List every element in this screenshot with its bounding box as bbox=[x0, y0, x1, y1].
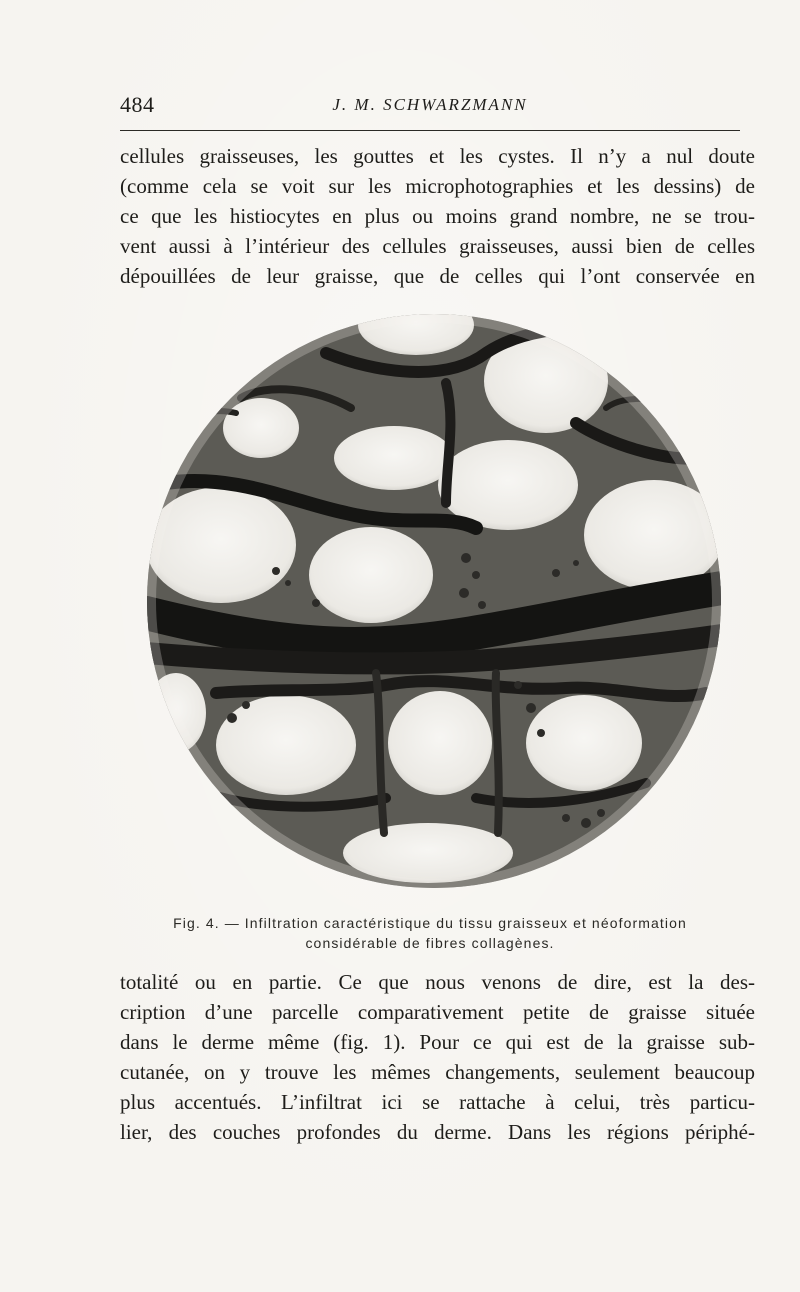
page-header bbox=[120, 92, 740, 120]
text-line: vent aussi à l’intérieur des cellules graisseuses, aussi bien de celles bbox=[120, 234, 755, 258]
text-line: cutanée, on y trouve les mêmes changements, seulement beaucoup bbox=[120, 1060, 755, 1084]
text-line: dans le derme même (fig. 1). Pour ce qui est de la graisse sub- bbox=[120, 1030, 755, 1054]
body-text-bottom bbox=[120, 967, 755, 1147]
running-head: J. M. SCHWARZMANN bbox=[332, 95, 528, 114]
micrograph-image bbox=[146, 313, 722, 889]
text-line: cription d’une parcelle comparativement petite de graisse située bbox=[120, 1000, 755, 1024]
header-rule bbox=[120, 130, 740, 131]
figure-caption bbox=[130, 913, 730, 953]
body-text-top bbox=[120, 141, 755, 291]
text-line: dépouillées de leur graisse, que de celles qui l’ont conservée en bbox=[120, 264, 755, 288]
text-line: lier, des couches profondes du derme. Dans les régions périphé- bbox=[120, 1120, 755, 1144]
text-line: plus accentués. L’infiltrat ici se rattache à celui, très particu- bbox=[120, 1090, 755, 1114]
micrograph-figure bbox=[146, 313, 722, 889]
caption-line-1: Fig. 4. — Infiltration caractéristique du tissu graisseux et néoformation bbox=[173, 915, 687, 931]
text-line: totalité ou en partie. Ce que nous venons de dire, est la des- bbox=[120, 970, 755, 994]
text-line: cellules graisseuses, les gouttes et les cystes. Il n’y a nul doute bbox=[120, 144, 755, 168]
page-number: 484 bbox=[120, 92, 155, 117]
caption-line-2: considérable de fibres collagènes. bbox=[305, 935, 555, 951]
text-line: ce que les histiocytes en plus ou moins grand nombre, ne se trou- bbox=[120, 204, 755, 228]
text-line: (comme cela se voit sur les microphotographies et les dessins) de bbox=[120, 174, 755, 198]
